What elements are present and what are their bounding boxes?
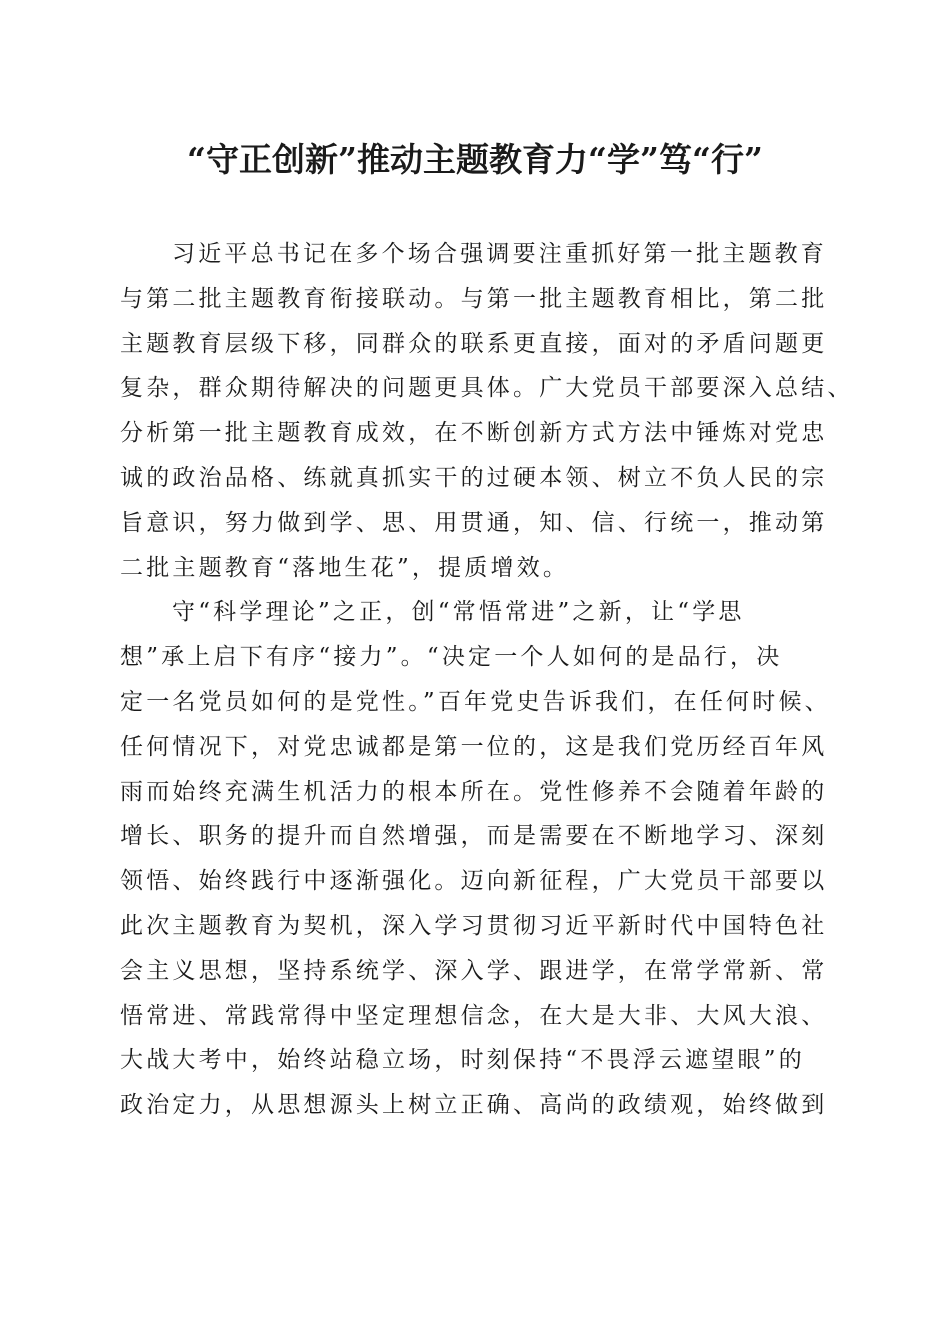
paragraph-2-line: 守“科学理论”之正，创“常悟常进”之新，让“学思 <box>172 599 745 626</box>
document-body <box>120 232 854 1128</box>
paragraph-1-line: 诚的政治品格、练就真抓实干的过硬本领、树立不负人民的宗 <box>120 464 828 491</box>
paragraph-1-line: 复杂，群众期待解决的问题更具体。广大党员干部要深入总结、 <box>120 375 854 402</box>
paragraph-1-line: 与第二批主题教育衔接联动。与第一批主题教育相比，第二批 <box>120 285 828 312</box>
paragraph-2-line: 此次主题教育为契机，深入学习贯彻习近平新时代中国特色社 <box>120 912 828 939</box>
paragraph-1-line: 二批主题教育“落地生花”，提质增效。 <box>120 554 570 581</box>
document-title: “守正创新”推动主题教育力“学”笃“行” <box>187 140 763 179</box>
paragraph-1-line: 分析第一批主题教育成效，在不断创新方式方法中锤炼对党忠 <box>120 420 828 447</box>
paragraph-2-line: 定一名党员如何的是党性。”百年党史告诉我们，在任何时候、 <box>120 688 831 715</box>
paragraph-2-line: 政治定力，从思想源头上树立正确、高尚的政绩观，始终做到 <box>120 1092 828 1119</box>
paragraph-2-line: 会主义思想，坚持系统学、深入学、跟进学，在常学常新、常 <box>120 957 828 984</box>
paragraph-2-line: 领悟、始终践行中逐渐强化。迈向新征程，广大党员干部要以 <box>120 868 828 895</box>
paragraph-2-line: 雨而始终充满生机活力的根本所在。党性修养不会随着年龄的 <box>120 778 828 805</box>
paragraph-1-line: 旨意识，努力做到学、思、用贯通，知、信、行统一，推动第 <box>120 509 828 536</box>
paragraph-1-line: 主题教育层级下移，同群众的联系更直接，面对的矛盾问题更 <box>120 330 828 357</box>
paragraph-1-line: 习近平总书记在多个场合强调要注重抓好第一批主题教育 <box>172 241 827 267</box>
paragraph-2-line: 大战大考中，始终站稳立场，时刻保持“不畏浮云遮望眼”的 <box>120 1047 805 1074</box>
paragraph-2-line: 任何情况下，对党忠诚都是第一位的，这是我们党历经百年风 <box>120 733 828 760</box>
paragraph-2-line: 悟常进、常践常得中坚定理想信念，在大是大非、大风大浪、 <box>120 1002 828 1029</box>
paragraph-2-line: 增长、职务的提升而自然增强，而是需要在不断地学习、深刻 <box>120 823 828 850</box>
paragraph-2-line: 想”承上启下有序“接力”。“决定一个人如何的是品行，决 <box>120 644 783 671</box>
